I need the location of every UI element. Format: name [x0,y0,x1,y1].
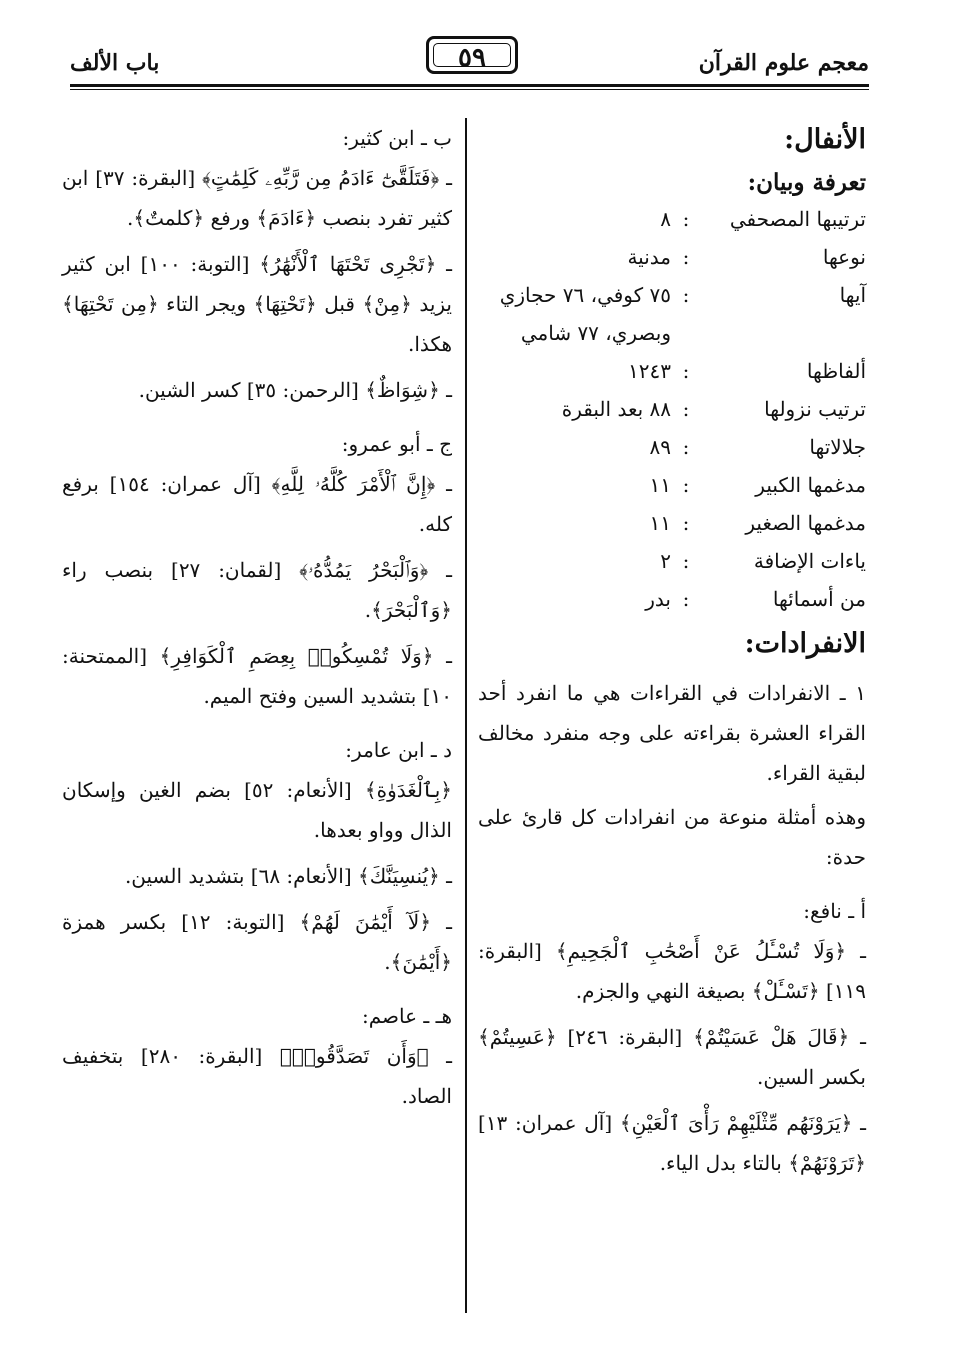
reader-heading: هـ ـ عاصم: [361,1004,452,1028]
reading-entry: ـ ﴿فَتَلَقَّىٰٓ ءَادَمُ مِن رَّبِّهِۦ كَلِمَٰتٍ﴾ [البقرة: ٣٧] ابن كثير تفرد بنصب ﴿ءَادَمَ﴾ ورفع ﴿كلمتٌ﴾. [62,166,452,230]
info-key: جلالاتها [809,435,866,459]
page-number: ٥٩ [426,36,518,74]
info-key: من أسمائها [772,587,866,611]
surah-title: الأنفال: [784,124,866,155]
reading-entry: ـ ﴿يَرَوْنَهُم مِّثْلَيْهِمْ رَأْىَ ٱلْعَيْنِ﴾ [آل عمران: ١٣] ﴿تَرَوْنَهُمْ﴾ بالتاء بدل الياء. [478,1111,866,1175]
right-column [478,118,866,1189]
section-title: الانفرادات: [744,628,866,659]
surah-info-table [481,200,866,618]
chapter-title: باب الألف [70,50,160,76]
reading-entry: ـ ﴿وَلَا تُمْسِكُوا۟ بِعِصَمِ ٱلْكَوَافِرِ﴾ [الممتحنة: ١٠] بتشديد السين وفتح الميم. [62,644,452,708]
info-key: ياءات الإضافة [753,549,866,573]
paragraph: وهذه أمثلة منوعة من انفرادات كل قارئ على حدة: [478,805,866,869]
reading-entry: ـ ﴿قَالَ هَلْ عَسَيْتُمْ﴾ [البقرة: ٢٤٦] ﴿عَسِيتُمْ﴾ بكسر السين. [478,1025,866,1089]
info-row [481,466,866,504]
info-subtitle: تعرفة وبيان: [747,169,866,196]
info-sep: : [682,359,690,383]
info-value: ٧٥ كوفي، ٧٦ حجازي وبصري، ٧٧ شامي [499,283,671,345]
info-key: ألفاظها [806,359,866,383]
info-row [481,276,866,352]
reader-heading: د ـ ابن عامر: [345,738,452,762]
info-key: آيها [839,283,866,307]
info-key: ترتيبها المصحفي [729,207,866,231]
info-value: ٨٩ [649,435,671,459]
reading-entry: ـ ﴿وَأَن تَصَدَّقُوا۟﴾ [البقرة: ٢٨٠] بتخفيف الصاد. [62,1044,452,1108]
reading-entry: ﴿بِٱلْغَدَوٰةِ﴾ [الأنعام: ٥٢] بضم الغين وإسكان الذال وواو بعدها. [62,778,453,842]
info-key: مدغمها الكبير [755,473,866,497]
info-key: ترتيب نزولها [764,397,866,421]
info-value: ٨ [660,207,671,231]
info-sep: : [682,283,690,307]
info-sep: : [682,473,690,497]
info-sep: : [682,245,690,269]
header-rule [70,84,869,87]
info-row [481,238,866,276]
info-sep: : [682,435,690,459]
info-row [481,390,866,428]
info-value: ١٢٤٣ [628,359,671,383]
info-sep: : [682,587,690,611]
reader-heading: أ ـ نافع: [803,899,866,923]
info-value: ٢ [660,549,671,573]
info-key: مدغمها الصغير [745,511,866,535]
info-value: ٨٨ بعد البقرة [561,397,671,421]
info-row [481,542,866,580]
info-key: نوعها [822,245,866,269]
info-sep: : [682,207,690,231]
reading-entry: ـ ﴿وَٱلْبَحْرُ يَمُدُّهُۥ﴾ [لقمان: ٢٧] بنصب راء ﴿وَٱلْبَحْرَ﴾. [62,558,452,622]
reading-entry: ـ ﴿يُنسِيَنَّكَ﴾ [الأنعام: ٦٨] بتشديد السين. [124,864,452,888]
info-row [481,580,866,618]
info-value: بدر [645,587,671,611]
reading-entry: ـ ﴿إِنَّ ٱلْأَمْرَ كُلَّهُۥ لِلَّهِ﴾ [آل عمران: ١٥٤] برفع كله. [62,472,452,536]
info-sep: : [682,511,690,535]
info-row [481,504,866,542]
reading-entry: ـ ﴿شِوَاظٌ﴾ [الرحمن: ٣٥] كسر الشين. [138,378,452,402]
reading-entry: ـ ﴿تَجْرِى تَحْتَهَا ٱلْأَنْهَٰرُ﴾ [التوبة: ١٠٠] ابن كثير يزيد ﴿مِنْ﴾ قبل ﴿تَحْتِهَا﴾ ويجر التاء ﴿مِن تَحْتِهَا﴾ هكذا. [62,252,452,356]
info-row [481,352,866,390]
reader-heading: ب ـ ابن كثير: [342,126,452,150]
reading-entry: ـ ﴿لَآ أَيْمَٰنَ لَهُمْ﴾ [التوبة: ١٢] بكسر همزة ﴿أَيْمَٰنَ﴾. [62,910,452,974]
info-row [481,428,866,466]
info-value: مدنية [627,245,671,269]
info-value: ١١ [649,511,671,535]
left-column [62,118,452,1122]
info-row [481,200,866,238]
info-sep: : [682,549,690,573]
book-title: معجم علوم القرآن [698,50,869,76]
info-sep: : [682,397,690,421]
paragraph: ١ ـ الانفرادات في القراءات هي ما انفرد أحد القراء العشرة بقراءته على وجه منفرد مخالف لبقية القراء. [478,681,866,785]
header-rule-thin [70,89,869,90]
column-divider [465,118,467,1313]
info-value: ١١ [649,473,671,497]
reading-entry: ـ ﴿وَلَا تُسْـَٔلُ عَنْ أَصْحَٰبِ ٱلْجَحِيمِ﴾ [البقرة: ١١٩] ﴿تَسْـَٔلْ﴾ بصيغة النهي والجزم. [478,939,866,1003]
reader-heading: ج ـ أبو عمرو: [341,432,452,456]
